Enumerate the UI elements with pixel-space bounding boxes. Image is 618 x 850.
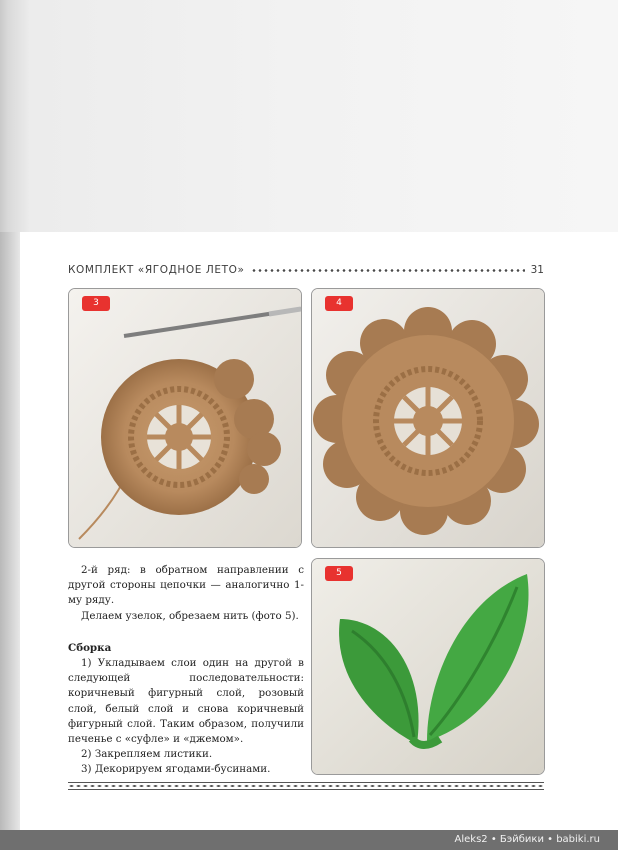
photo-5-image: [312, 559, 544, 774]
paragraph-step-2: 2) Закрепляем листики.: [81, 748, 213, 761]
photo-3-image: [69, 289, 301, 547]
photo-3-tag: 3: [82, 296, 110, 311]
section-heading-assembly: Сборка: [68, 641, 112, 654]
scan-background-top: [0, 0, 618, 232]
paragraph-knot: Делаем узелок, обрезаем нить (фото 5).: [81, 609, 299, 622]
paragraph-step-1: 1) Укладываем слои один на другой в следующей последовательности: коричневый фигурный слой, розовый слой, белый слой и снова коричневый фигурный слой. Таким образом, получили печенье с «суфле» и «джемом».: [68, 657, 304, 746]
photo-4: [311, 288, 545, 548]
watermark: Aleks2 • Бэйбики • babiki.ru: [454, 834, 600, 845]
paragraph-row-2: 2-й ряд: в обратном направлении с другой стороны цепочки — аналогично 1-му ряду.: [68, 564, 304, 607]
header-title: КОМПЛЕКТ «ЯГОДНОЕ ЛЕТО»: [68, 264, 245, 276]
paragraph-step-3: 3) Декорируем ягодами-бусинами.: [81, 763, 271, 776]
photo-5-tag: 5: [325, 566, 353, 581]
running-header: [68, 262, 544, 278]
photo-3: [68, 288, 302, 548]
bottom-decorative-rule: [68, 782, 544, 790]
header-dotted-rule: [251, 269, 525, 272]
photo-5: [311, 558, 545, 775]
photo-4-image: [312, 289, 544, 547]
page-number: 31: [530, 264, 544, 276]
scan-background-left: [0, 232, 20, 832]
photo-4-tag: 4: [325, 296, 353, 311]
instructions-text: [68, 563, 304, 778]
